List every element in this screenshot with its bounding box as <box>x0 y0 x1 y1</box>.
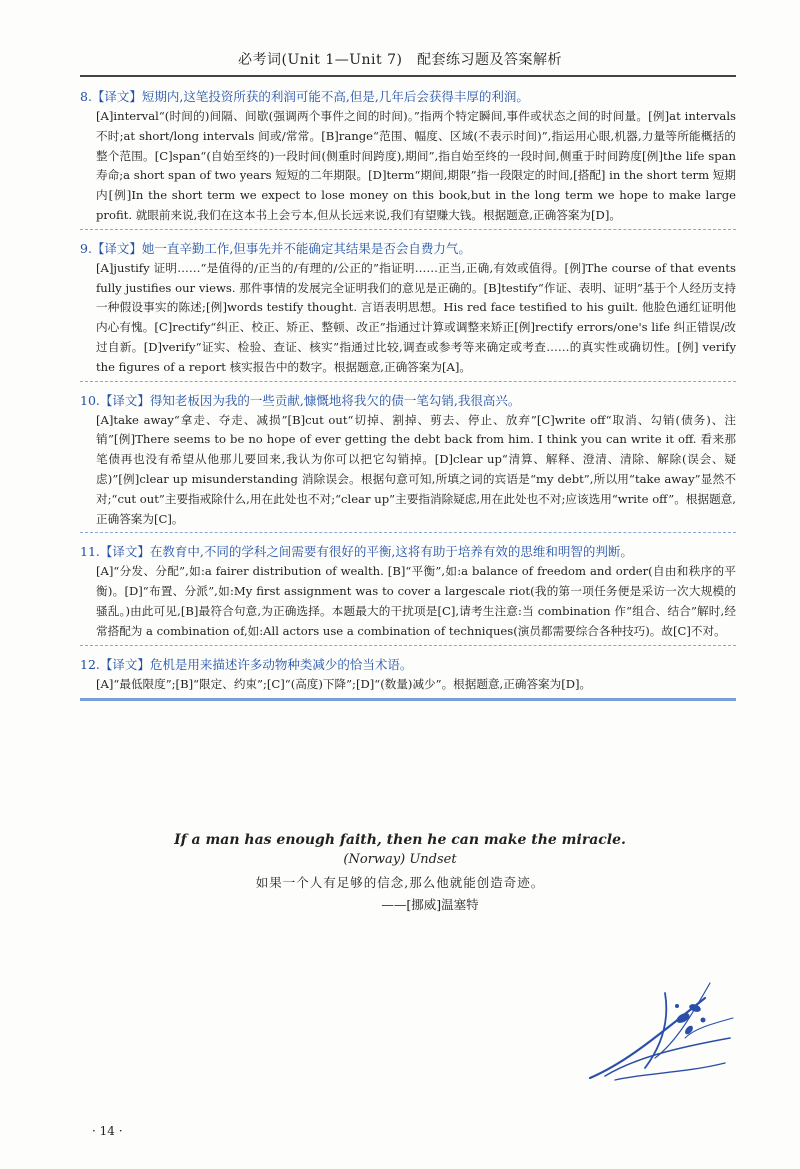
section-end-rule <box>80 698 736 701</box>
q10-translation: 10.【译文】得知老板因为我的一些贡献,慷慨地将我欠的债一笔勾销,我很高兴。 <box>80 392 521 408</box>
quote-chinese: 如果一个人有足够的信念,那么他就能创造奇迹。 <box>255 875 545 890</box>
header-divider <box>80 75 736 77</box>
orchid-ink-icon <box>585 978 735 1088</box>
q9-translation: 9.【译文】她一直辛勤工作,但事先并不能确定其结果是否会自费力气。 <box>80 240 471 256</box>
q8-explanation: [A]interval“(时间的)间隔、间歇(强调两个事件之间的时间)。”指两个特定瞬间,事件或状态之间的时间量。[例]at intervals 不时;at short/long intervals 间或/常常。[B]range“范围、幅度、区域(不表示时间)”,指运用心眼,机器,力量等所能概括的整个范围。[C]span“(自始至终的)一段时间(侧重时间跨度),期间”,指自始至终的一段时间,侧重于时间跨度[例]the life span 寿命;a short span of two years 短短的二年期限。[D]term“期间,期限”指一段限定的时间,[搭配] in the short term 短期内[例]In the short term we expect to lose money on this book,but in the long term we hope to make large profit. 就眼前来说,我们在这本书上会亏本,但从长远来说,我们有望赚大钱。根据题意,正确答案为[D]。 <box>96 109 736 222</box>
q10-explanation: [A]take away“拿走、夺走、减损”[B]cut out“切掉、割掉、剪去、停止、放弃”[C]write off“取消、勾销(债务)、注销”[例]There seems to be no hope of ever getting the debt back from him. I think you can write it off. 看来那笔债再也没有希望从他那儿要回来,我认为你可以把它勾销掉。[D]clear up“清算、解释、澄清、清除、解除(误会、疑虑)”[例]clear up misunderstanding 消除误会。根据句意可知,所填之词的宾语是“my debt”,所以用“take away”显然不对;“cut out”主要指戒除什么,用在此处也不对;“clear up”主要指消除疑虑,用在此处也不对;应该选用“write off”。根据题意,正确答案为[C]。 <box>96 412 736 526</box>
motto-quote <box>150 832 650 913</box>
q11-explanation: [A]“分发、分配”,如:a fairer distribution of wealth. [B]“平衡”,如:a balance of freedom and order(自由和秩序的平衡)。[D]“布置、分派”,如:My first assignment was to cover a largescale riot(我的第一项任务便是采访一次大规模的骚乱。)由此可见,[B]最符合句意,为正确选择。本题最大的干扰项是[C],请考生注意:当 combination 作“组合、结合”解时,经常搭配为 a combination of,如:All actors use a combination of techniques(演员都需要综合各种技巧)。故[C]不对。 <box>96 564 736 638</box>
q12-translation: 12.【译文】危机是用来描述许多动物种类减少的恰当术语。 <box>80 656 413 672</box>
page-number: · 14 · <box>92 1124 123 1138</box>
page-header: 必考词(Unit 1—Unit 7) 配套练习题及答案解析 <box>238 52 562 68</box>
answer-explanations <box>80 86 736 709</box>
quote-author: (Norway) Undset <box>343 852 457 867</box>
question-12 <box>80 654 736 695</box>
divider <box>80 381 736 382</box>
question-9 <box>80 238 736 378</box>
divider <box>80 645 736 646</box>
q8-translation: 8.【译文】短期内,这笔投资所获的利润可能不高,但是,几年后会获得丰厚的利润。 <box>80 89 529 104</box>
divider <box>80 532 736 533</box>
quote-english: If a man has enough faith, then he can make the miracle. <box>174 832 626 848</box>
q11-translation: 11.【译文】在教育中,不同的学科之间需要有很好的平衡,这将有助于培养有效的思维和明智的判断。 <box>80 544 633 560</box>
q9-explanation: [A]justify 证明……“是值得的/正当的/有理的/公正的”指证明……正当,正确,有效或值得。[例]The course of that events fully justifies our views. 那件事情的发展完全证明我们的意见是正确的。[B]testify“作证、表明、证明”基于个人经历支持一种假设事实的陈述;[例]words testify thought. 言语表明思想。His red face testified to his guilt. 他脸色通红证明他内心有愧。[C]rectify“纠正、校正、矫正、整顿、改正”指通过计算或调整来矫正[例]rectify errors/one's life 纠正错误/改过自新。[D]verify“证实、检验、查证、核实”指通过比较,调查或参考等来确定或考查……的真实性或确切性。[例] verify the figures of a report 核实报告中的数字。根据题意,正确答案为[A]。 <box>96 260 736 374</box>
quote-chinese-author: ——[挪威]温塞特 <box>381 897 479 912</box>
divider <box>80 229 736 230</box>
q12-explanation: [A]“最低限度”;[B]“限定、约束”;[C]“(高度)下降”;[D]“(数量)减少”。根据题意,正确答案为[D]。 <box>96 676 592 691</box>
question-10 <box>80 390 736 530</box>
question-11 <box>80 541 736 641</box>
question-8 <box>80 86 736 226</box>
